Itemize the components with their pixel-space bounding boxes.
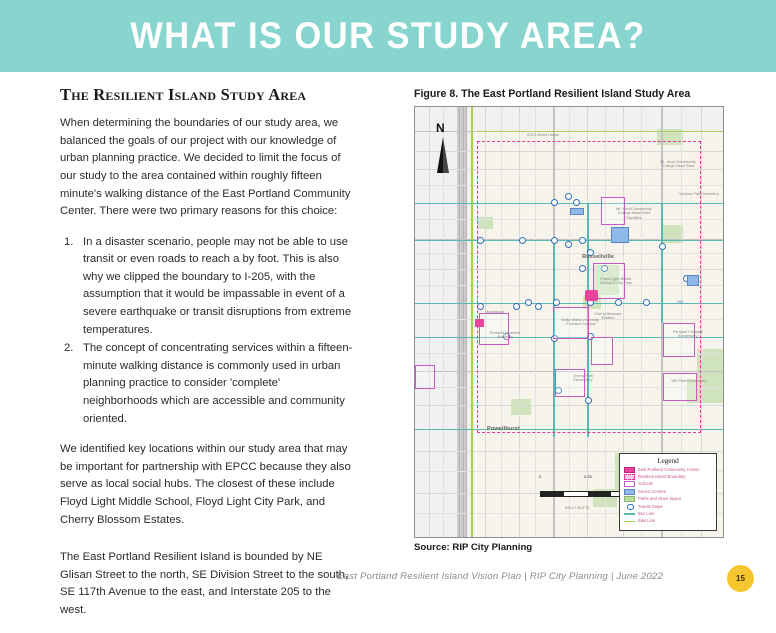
map-label: KELLY BUTTE <box>565 505 590 510</box>
page-title: WHAT IS OUR STUDY AREA? <box>130 15 646 56</box>
map-label: IRCO Africa House <box>526 132 560 137</box>
map-label: Floyd Light Middle School & City Park <box>600 276 632 286</box>
senior-center <box>687 275 699 286</box>
map-label: Hazelwood <box>485 309 505 314</box>
section-heading: The Resilient Island Study Area <box>60 85 307 104</box>
map-canvas <box>415 107 723 537</box>
study-area-map[interactable] <box>414 106 724 538</box>
school-swatch-icon <box>624 481 635 487</box>
legend-item-schools <box>624 481 712 487</box>
legend-item-label: Senior Centers <box>638 488 666 494</box>
map-label: Mt. Hood Community College Head Start Facilities <box>616 206 652 220</box>
street-line <box>429 107 430 537</box>
figure-caption: Figure 8. The East Portland Resilient Island Study Area <box>414 88 691 100</box>
key-locations-paragraph: We identified key locations within our study area that may be important for partnership with EPCC because they also serve as local social hubs. The closest of these include Floyd Light Middle School, Floyd Light City Park, and Cherry Blossom Estates. <box>60 443 351 526</box>
senior-center <box>611 227 629 243</box>
senior-swatch-icon <box>624 489 635 495</box>
map-label: Portland Christian Elementary <box>672 329 704 339</box>
school-polygon <box>663 373 697 401</box>
map-legend <box>619 453 717 531</box>
school-polygon <box>415 365 435 389</box>
scale-segment <box>588 492 611 496</box>
legend-item-label: Schools <box>638 481 653 487</box>
legend-item-parks <box>624 496 712 502</box>
figure-block <box>414 88 724 553</box>
school-polygon <box>663 323 695 357</box>
freeway-line <box>466 107 467 537</box>
legend-item-boundary <box>624 474 712 480</box>
legend-item-label: Transit Stops <box>638 503 663 509</box>
list-item: In a disaster scenario, people may not be able to use transit or even roads to reach a by foot. This is also why we clipped the boundary to I-205, with the assumption that it would be impassable in event of a severe earthquake or transit disruptions from extreme temperatures. <box>83 235 352 336</box>
bike-line-icon <box>624 518 635 524</box>
reasons-list <box>60 234 355 429</box>
legend-item-transit-stops <box>624 504 712 510</box>
map-label: Russellville <box>582 253 614 260</box>
school-polygon <box>479 313 509 345</box>
freeway-line <box>463 107 464 537</box>
bike-line <box>471 107 473 537</box>
page-number-badge: 15 <box>727 565 754 592</box>
legend-item-label: Parks and Open Space <box>638 496 682 502</box>
north-arrow-right-wing <box>443 137 449 173</box>
page-header-band <box>0 0 776 72</box>
north-arrow <box>433 121 455 173</box>
list-item: The concept of concentrating services within a fifteen-minute walking distance is commonly used in urban planning practice to consider 'complete' neighborhoods which are accessible and community oriented. <box>83 342 353 425</box>
park-swatch-icon <box>624 496 635 502</box>
map-label: Powellhurst <box>487 425 520 432</box>
legend-item-label: East Portland Community Center <box>638 466 700 472</box>
map-label: 205 <box>677 299 684 304</box>
transit-stop-icon <box>624 504 635 510</box>
figure-source: Source: RIP City Planning <box>414 541 533 553</box>
legend-item-label: Bus Line <box>638 510 655 516</box>
legend-item-epcc <box>624 467 712 473</box>
boundaries-paragraph: The East Portland Resilient Island is bounded by NE Glisan Street to the north, SE Division Street to the south, SE 117th Avenue to the east, and Interstate 205 to the west. <box>60 551 349 616</box>
east-portland-community-center <box>585 290 598 301</box>
scale-segment <box>564 492 587 496</box>
epcc-swatch-icon <box>624 467 635 473</box>
intro-paragraph: When determining the boundaries of our study area, we balanced the goals of our project with our knowledge of urban planning practice. We decided to limit the focus of our study to the area contained within roughly fifteen minute's walking distance of the East Portland Community Center. There were two primary reasons for this choice: <box>60 117 351 218</box>
north-arrow-label: N <box>436 120 445 135</box>
paragraph-spacer <box>60 542 355 549</box>
legend-item-senior-centers <box>624 489 712 495</box>
scale-tick: 0.25 <box>584 473 592 479</box>
legend-title: Legend <box>657 456 679 465</box>
footer-text: East Portland Resilient Island Vision Plan | RIP City Planning | June 2022 <box>337 571 663 582</box>
map-label: Mill Park Elementary <box>671 378 707 383</box>
freeway-line <box>459 107 460 537</box>
scale-segment <box>541 492 564 496</box>
bus-line-icon <box>624 511 635 517</box>
senior-center <box>570 208 584 215</box>
map-label: Walla Walla University - Portland Campus <box>561 317 599 327</box>
scale-tick: 0 <box>539 473 542 479</box>
school-polygon <box>591 337 613 365</box>
map-label: Cherry Park Elementary <box>572 373 594 383</box>
map-label: Portland Adventist Academy <box>489 330 521 340</box>
map-label: Cherry Blossom Estates <box>594 311 622 321</box>
legend-item-label: Resilient Island Boundary <box>638 473 686 479</box>
legend-item-label: Bike Line <box>638 518 656 524</box>
left-text-column <box>60 86 355 633</box>
boundary-swatch-icon <box>624 474 635 480</box>
legend-item-bus-line <box>624 511 712 517</box>
map-label: Mt. Hood Community College Head Start <box>660 159 696 169</box>
epcc-marker <box>475 319 484 327</box>
bike-line <box>477 131 723 133</box>
legend-item-bike-line <box>624 518 712 524</box>
map-label: Ventura Park Cemetery <box>679 191 719 196</box>
